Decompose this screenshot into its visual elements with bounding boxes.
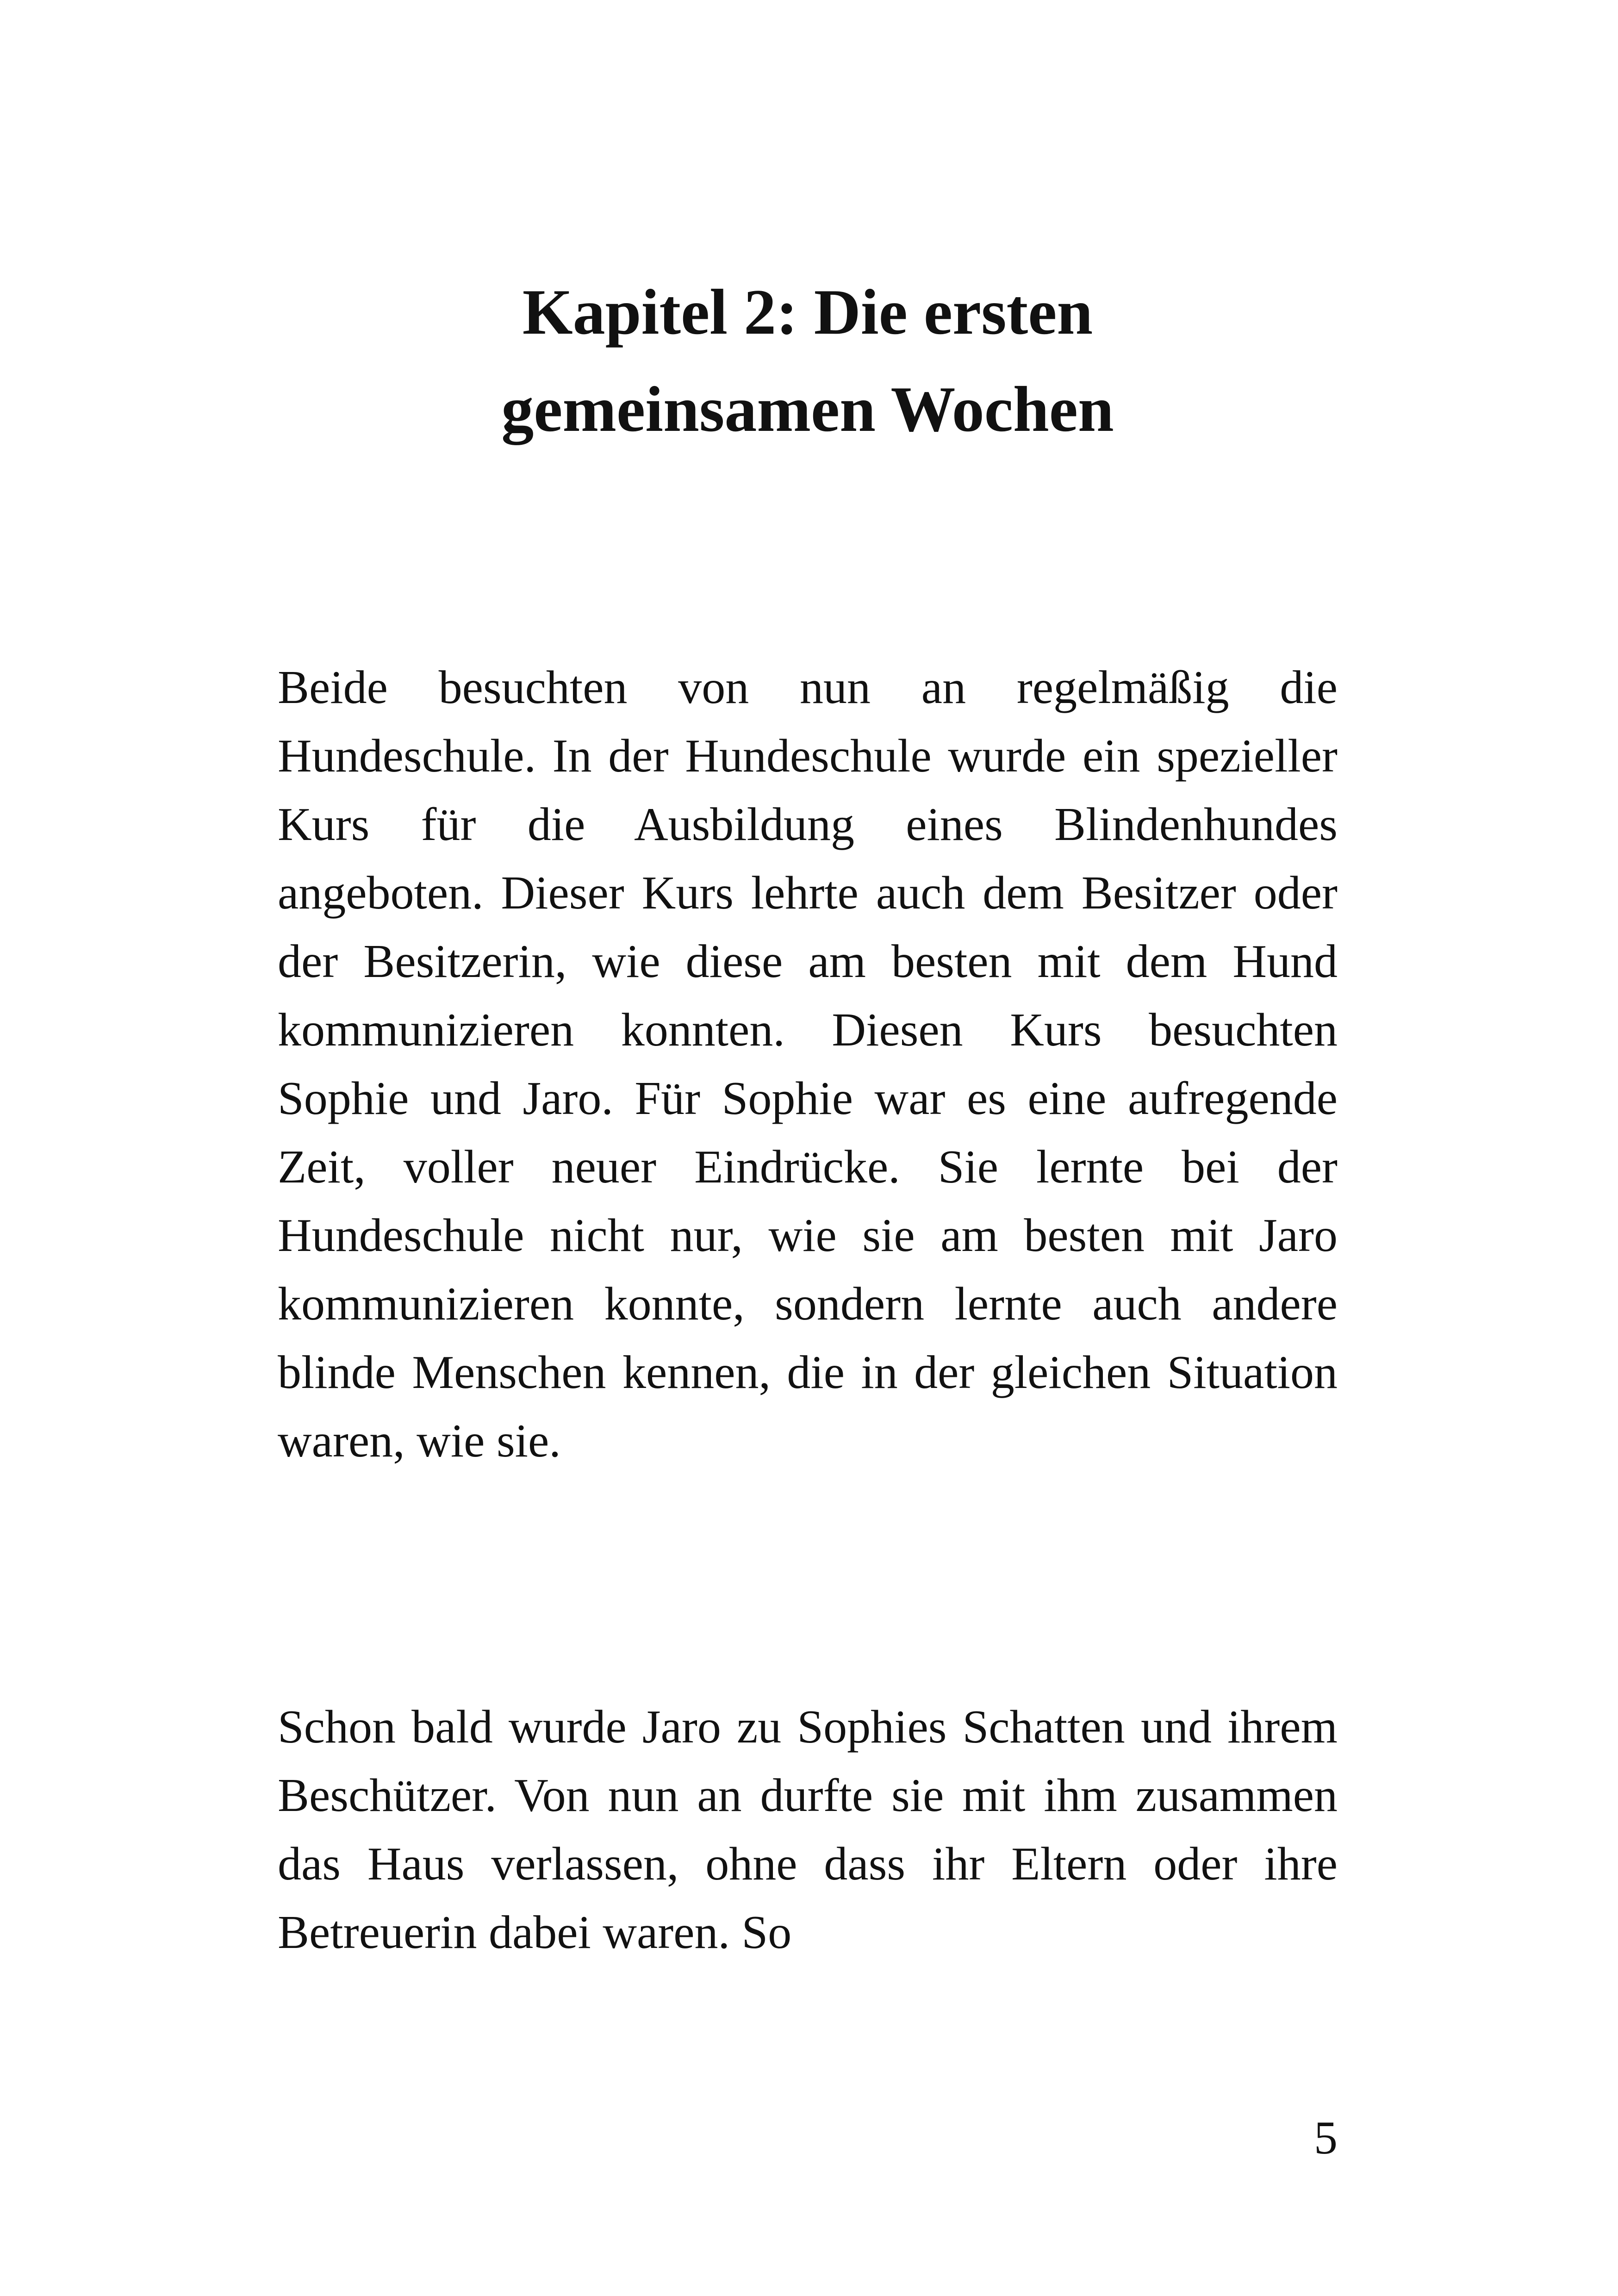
chapter-title-line-1: Kapitel 2: Die ersten (522, 276, 1093, 348)
chapter-title (278, 264, 1338, 458)
chapter-title-line-2: gemeinsamen Wochen (501, 373, 1114, 445)
body-paragraph-2: Schon bald wurde Jaro zu Sophies Schatten und ihrem Beschützer. Von nun an durfte sie mit ihm zusammen das Haus verlassen, ohne dass ihr Eltern oder ihre Betreuerin dabei waren. So (278, 1701, 1338, 1959)
body-paragraph-1: Beide besuchten von nun an regelmäßig die Hundeschule. In der Hundeschule wurde ein spezieller Kurs für die Ausbildung eines Blindenhundes angeboten. Dieser Kurs lehrte auch dem Besitzer oder der Besitzerin, wie diese am besten mit dem Hund kommunizieren konnten. Diesen Kurs besuchten Sophie und Jaro. Für Sophie war es eine aufregende Zeit, voller neuer Eindrücke. Sie lernte bei der Hundeschule nicht nur, wie sie am besten mit Jaro kommunizieren konnte, sondern lernte auch andere blinde Menschen kennen, die in der gleichen Situation waren, wie sie. (278, 661, 1338, 1467)
page-number: 5 (1314, 2112, 1338, 2164)
